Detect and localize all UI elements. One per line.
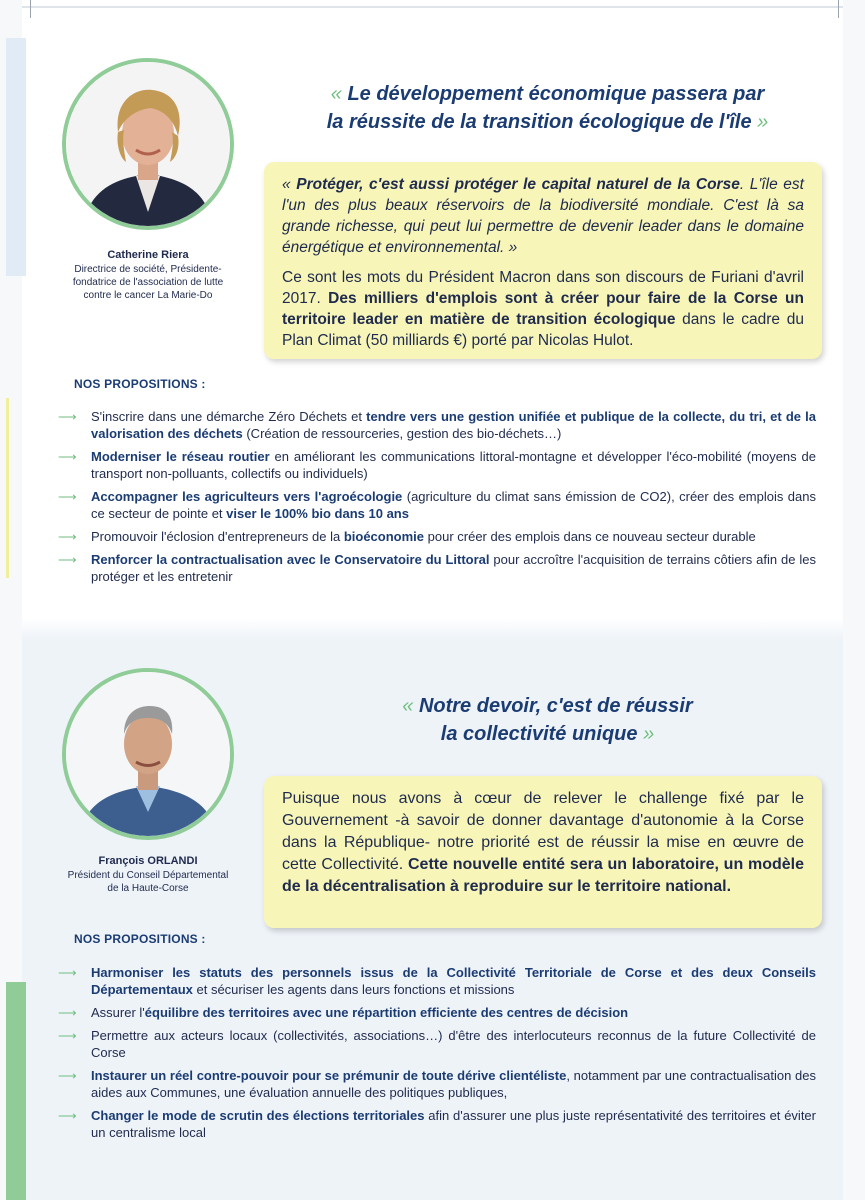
item-bold-text: Changer le mode de scrutin des élections territoriales — [91, 1108, 425, 1123]
crop-mark — [30, 0, 31, 18]
right-margin — [843, 0, 865, 1200]
portrait-catherine-riera — [62, 58, 234, 230]
item-text: Permettre aux acteurs locaux (collectivités, associations…) d'être des interlocuteurs reconnus de la future Collectivité de Corse — [91, 1028, 816, 1060]
highlight-callout — [264, 776, 822, 928]
list-item — [58, 528, 816, 545]
person-role-line: contre le cancer La Marie-Do — [83, 290, 213, 301]
arrow-right-icon: ⟶ — [58, 1108, 77, 1123]
callout-quote-paragraph — [282, 174, 804, 258]
highlight-callout — [264, 162, 822, 359]
arrow-right-icon: ⟶ — [58, 965, 77, 980]
open-quote-mark: « — [402, 695, 414, 717]
side-accent-blue — [6, 38, 26, 276]
list-item — [58, 408, 816, 442]
quote-headline — [275, 692, 820, 748]
item-text: afin d'assurer une plus juste représentativité des territoires et éviter un centralisme local — [91, 1108, 816, 1140]
callout-text: « — [282, 176, 297, 193]
section-divider — [22, 618, 843, 640]
callout-bold-text: Protéger, c'est aussi protéger le capital naturel de la Corse — [296, 176, 740, 193]
arrow-right-icon: ⟶ — [58, 1068, 77, 1083]
propositions-heading: NOS PROPOSITIONS : — [74, 932, 206, 946]
item-bold-text: Harmoniser les statuts des personnels issus de la Collectivité Territoriale de Corse et des deux Conseils Départementaux — [91, 965, 816, 997]
item-text: S'inscrire dans une démarche Zéro Déchets et — [91, 409, 367, 424]
person-name: François ORLANDI — [98, 855, 198, 867]
list-item — [58, 1067, 816, 1101]
close-quote-mark: » — [643, 723, 655, 745]
item-text: , notamment par une contractualisation des aides aux Communes, une évaluation annuelle des politiques publiques, — [91, 1068, 816, 1100]
quote-headline — [275, 80, 820, 136]
callout-text: dans le cadre du Plan Climat (50 milliards €) porté par Nicolas Hulot. — [282, 311, 804, 349]
list-item — [58, 964, 816, 998]
list-item — [58, 551, 816, 585]
propositions-list — [58, 408, 816, 585]
man-portrait-icon — [66, 672, 230, 836]
close-quote-mark: » — [757, 111, 769, 133]
item-text: (agriculture du climat sans émission de CO2), créer des emplois dans ce secteur de pointe et — [91, 489, 816, 521]
person-role-line: de la Haute-Corse — [107, 883, 189, 894]
list-item — [58, 488, 816, 522]
item-bold-text: équilibre des territoires avec une répartition efficiente des centres de décision — [144, 1005, 629, 1020]
item-bold-text: viser le 100% bio dans 10 ans — [226, 506, 409, 521]
person-name: Catherine Riera — [107, 249, 189, 261]
quote-line-2: la réussite de la transition écologique de l'île — [326, 111, 752, 133]
woman-portrait-icon — [66, 62, 230, 226]
item-text: Assurer l' — [91, 1005, 145, 1020]
open-quote-mark: « — [330, 83, 342, 105]
side-accent-green — [6, 982, 26, 1200]
quote-line-1: Le développement économique passera par — [347, 83, 765, 105]
side-accent-yellow — [6, 398, 9, 578]
item-bold-text: bioéconomie — [343, 529, 425, 544]
item-bold-text: Accompagner les agriculteurs vers l'agroécologie — [91, 489, 403, 504]
list-item — [58, 448, 816, 482]
arrow-right-icon: ⟶ — [58, 1005, 77, 1020]
crop-mark — [838, 0, 839, 18]
callout-bold-text: Cette nouvelle entité sera un laboratoire, un modèle de la décentralisation à reproduire sur le territoire national. — [282, 856, 804, 895]
item-bold-text: tendre vers une gestion unifiée et publique de la collecte, du tri, et de la valorisation des déchets — [91, 409, 816, 441]
propositions-heading: NOS PROPOSITIONS : — [74, 377, 206, 391]
arrow-right-icon: ⟶ — [58, 1028, 77, 1043]
list-item — [58, 1004, 816, 1021]
top-rule — [22, 6, 843, 8]
item-text: pour accroître l'acquisition de terrains côtiers afin de les protéger et les entretenir — [91, 552, 816, 584]
arrow-right-icon: ⟶ — [58, 529, 77, 544]
item-text: Promouvoir l'éclosion d'entrepreneurs de la — [91, 529, 344, 544]
callout-text: Puisque nous avons à cœur de relever le challenge fixé par le Gouvernement -à savoir de donner davantage d'autonomie à la Corse dans la République- notre priorité est de réussir la mise en œuvre de cette Collectivité. — [282, 790, 804, 873]
callout-context-paragraph — [282, 267, 804, 351]
person-role-line: fondatrice de l'association de lutte — [72, 277, 224, 288]
callout-paragraph — [282, 788, 804, 898]
person-role-line: Directrice de société, Présidente- — [74, 264, 222, 275]
item-text: en améliorant les communications littoral-montagne et développer l'éco-mobilité (moyens de transport non-polluants, collectifs ou individuels) — [91, 449, 817, 481]
list-item — [58, 1027, 816, 1061]
propositions-list — [58, 964, 816, 1141]
item-text: pour créer des emplois dans ce nouveau secteur durable — [424, 529, 756, 544]
item-bold-text: Instaurer un réel contre-pouvoir pour se prémunir de toute dérive clientéliste — [91, 1068, 567, 1083]
quote-line-2: la collectivité unique — [440, 723, 638, 745]
list-item — [58, 1107, 816, 1141]
item-bold-text: Renforcer la contractualisation avec le Conservatoire du Littoral — [91, 552, 490, 567]
item-bold-text: Moderniser le réseau routier — [91, 449, 270, 464]
arrow-right-icon: ⟶ — [58, 449, 77, 464]
callout-text: Ce sont les mots du Président Macron dans son discours de Furiani d'avril 2017. — [282, 269, 804, 307]
person-role-line: Président du Conseil Départemental — [67, 870, 229, 881]
callout-bold-text: Des milliers d'emplois sont à créer pour faire de la Corse un territoire leader en matière de transition écologique — [282, 290, 804, 328]
callout-text: . L'île est l'un des plus beaux réservoirs de la biodiversité mondiale. C'est là sa grande richesse, qui peut lui permettre de devenir leader dans le domaine énergétique et environnemental. » — [282, 176, 804, 256]
portrait-francois-orlandi — [62, 668, 234, 840]
quote-line-1: Notre devoir, c'est de réussir — [418, 695, 693, 717]
arrow-right-icon: ⟶ — [58, 489, 77, 504]
item-text: (Création de ressourceries, gestion des bio-déchets…) — [242, 426, 562, 441]
arrow-right-icon: ⟶ — [58, 552, 77, 567]
arrow-right-icon: ⟶ — [58, 409, 77, 424]
item-text: et sécuriser les agents dans leurs fonctions et missions — [192, 982, 515, 997]
